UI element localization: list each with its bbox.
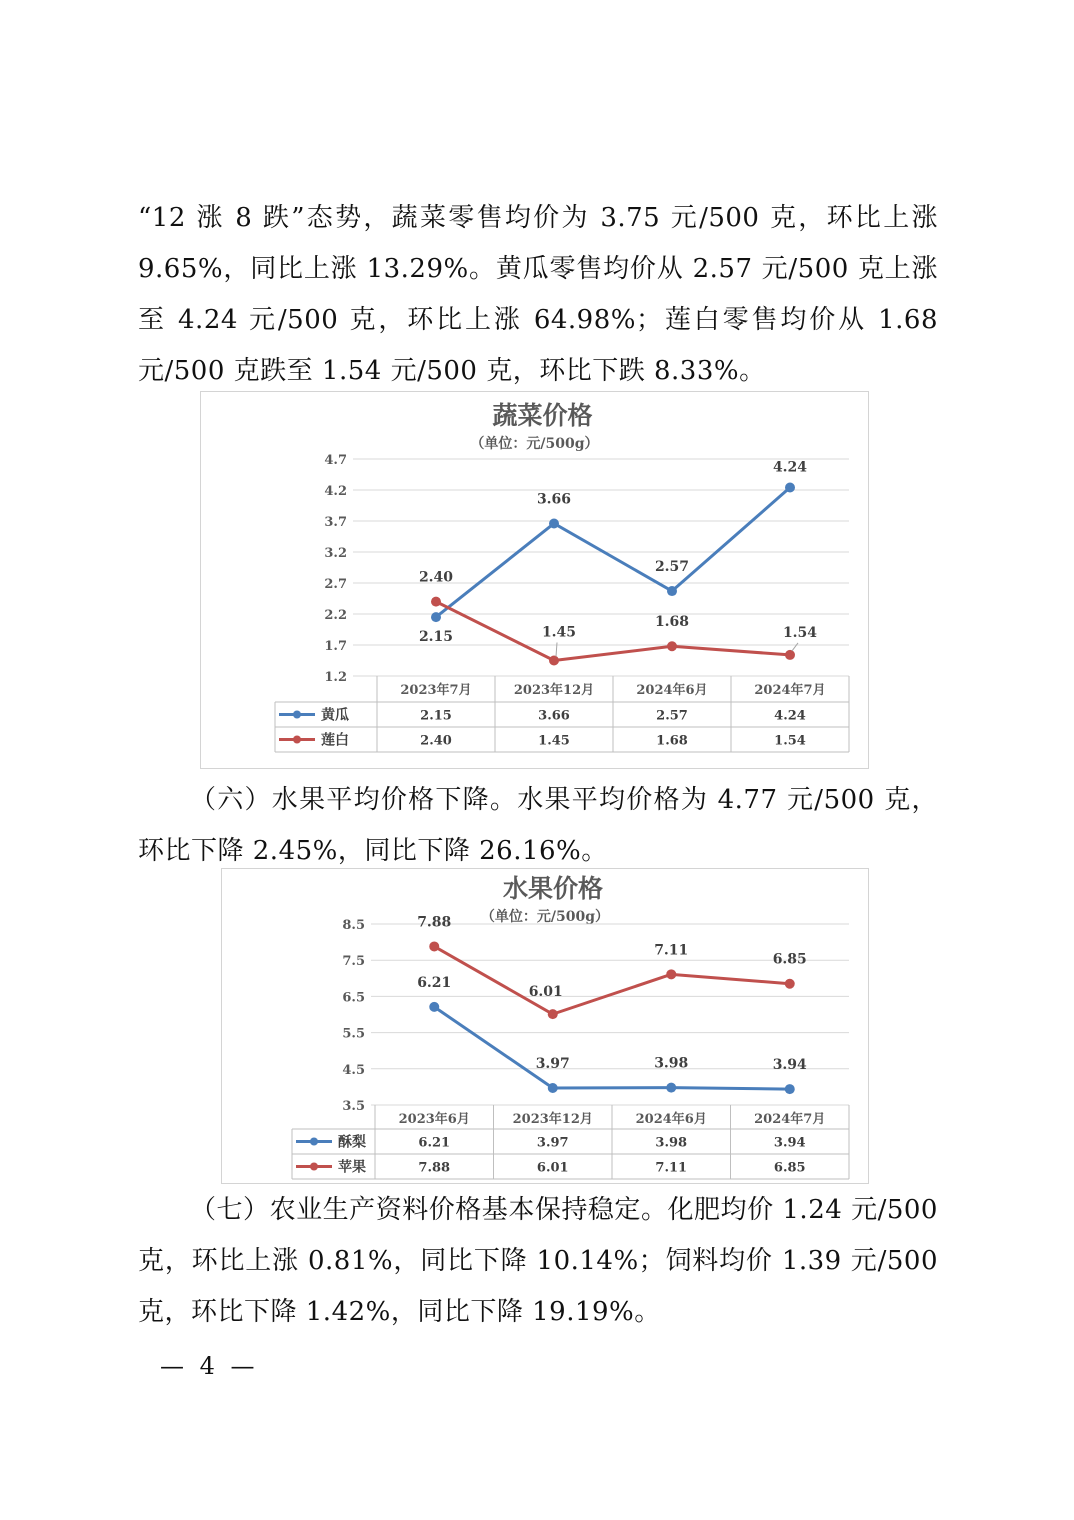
table-cell-value: 1.68	[656, 733, 688, 749]
vegetable-price-chart-svg	[201, 392, 868, 768]
table-cell-value: 3.94	[773, 1135, 806, 1151]
x-category-label: 2023年6月	[398, 1112, 470, 1127]
chart-title: 蔬菜价格	[492, 401, 593, 430]
y-tick-label: 1.2	[324, 670, 347, 685]
legend-marker	[293, 736, 301, 744]
data-point	[666, 969, 676, 979]
data-point	[431, 612, 441, 622]
series-line	[434, 946, 790, 1014]
data-label: 2.15	[418, 629, 454, 646]
table-cell-value: 2.40	[420, 733, 452, 749]
data-point	[549, 656, 559, 666]
y-tick-label: 1.7	[324, 639, 347, 654]
data-point	[785, 650, 795, 660]
table-cell-value: 7.11	[655, 1160, 688, 1176]
table-cell-value: 7.88	[418, 1160, 451, 1176]
agri-body: 化肥均价 1.24 元/500 克，环比上涨 0.81%，同比下降 10.14%；饲料均价 1.39 元/500 克，环比下降 1.42%，同比下降 19.19%。	[138, 1195, 938, 1327]
y-tick-label: 4.5	[342, 1062, 365, 1078]
data-label: 6.21	[417, 974, 452, 991]
vegetable-price-chart	[200, 391, 869, 769]
data-label: 1.54	[782, 624, 818, 641]
fruit-heading: （六）水果平均价格下降。	[190, 785, 518, 815]
agri-heading: （七）农业生产资料价格基本保持稳定。	[190, 1195, 668, 1225]
table-cell-value: 6.01	[536, 1160, 569, 1176]
data-point	[667, 641, 677, 651]
data-label: 3.98	[654, 1055, 689, 1072]
data-label-leader	[792, 643, 798, 651]
series-line	[434, 1007, 790, 1089]
table-cell-value: 3.66	[538, 708, 570, 724]
data-label: 2.57	[654, 559, 690, 576]
paragraph-agri-supplies	[138, 1185, 938, 1338]
chart-subtitle: （单位：元/500g）	[470, 436, 599, 452]
fruit-body: 水果平均价格为 4.77 元/500 克，环比下降 2.45%，同比下降 26.16%。	[138, 785, 938, 866]
data-label: 6.85	[772, 951, 807, 968]
data-label: 6.01	[528, 984, 563, 1001]
data-point	[548, 1083, 558, 1093]
table-cell-value: 2.57	[656, 708, 688, 724]
legend-marker	[310, 1163, 318, 1171]
legend-series-name: 莲白	[321, 732, 349, 749]
y-tick-label: 6.5	[342, 990, 365, 1006]
y-tick-label: 4.2	[324, 484, 347, 499]
legend-series-name: 酥梨	[338, 1134, 366, 1151]
y-tick-label: 3.2	[324, 546, 347, 561]
legend-series-name: 苹果	[338, 1159, 366, 1176]
data-point	[785, 979, 795, 989]
table-cell-value: 3.97	[536, 1135, 569, 1151]
fruit-price-chart-svg	[222, 869, 868, 1183]
data-point	[429, 1002, 439, 1012]
data-point	[549, 518, 559, 528]
x-category-label: 2024年6月	[635, 1112, 707, 1127]
paragraph-vegetable-summary: “12 涨 8 跌”态势，蔬菜零售均价为 3.75 元/500 克，环比上涨 9.65%，同比上涨 13.29%。黄瓜零售均价从 2.57 元/500 克上涨至 4.24 元/500 克，环比上涨 64.98%；莲白零售均价从 1.68 元/500 克跌至 1.54 元/500 克，环比下跌 8.33%。	[138, 203, 938, 386]
data-point	[785, 483, 795, 493]
paragraph-fruit	[138, 775, 938, 877]
table-cell-value: 6.85	[773, 1160, 806, 1176]
chart-subtitle: （单位：元/500g）	[480, 909, 610, 925]
fruit-price-chart	[221, 868, 869, 1184]
data-label: 4.24	[772, 459, 808, 476]
y-tick-label: 7.5	[342, 954, 365, 970]
data-label: 1.45	[541, 624, 577, 641]
x-category-label: 2023年7月	[400, 683, 472, 698]
y-tick-label: 3.5	[342, 1099, 365, 1114]
table-cell-value: 1.54	[774, 733, 806, 749]
data-label: 3.97	[535, 1055, 570, 1072]
legend-series-name: 黄瓜	[321, 707, 349, 724]
x-category-label: 2024年6月	[636, 683, 708, 698]
legend-marker	[293, 711, 301, 719]
x-category-label: 2023年12月	[512, 1112, 593, 1127]
table-cell-value: 6.21	[418, 1135, 451, 1151]
data-point	[431, 597, 441, 607]
table-cell-value: 1.45	[538, 733, 570, 749]
data-point	[785, 1084, 795, 1094]
x-category-label: 2024年7月	[754, 1112, 826, 1127]
data-label: 3.94	[772, 1057, 807, 1074]
y-tick-label: 2.2	[324, 608, 347, 623]
data-point	[667, 586, 677, 596]
table-cell-value: 2.15	[420, 708, 452, 724]
page-number: — 4 —	[160, 1352, 259, 1380]
data-point	[666, 1083, 676, 1093]
y-tick-label: 3.7	[324, 515, 347, 530]
y-tick-label: 4.7	[324, 453, 347, 468]
data-label: 7.88	[417, 914, 452, 931]
legend-marker	[310, 1138, 318, 1146]
y-tick-label: 8.5	[342, 918, 365, 933]
table-cell-value: 3.98	[655, 1135, 688, 1151]
x-category-label: 2024年7月	[754, 683, 826, 698]
y-tick-label: 2.7	[324, 577, 347, 592]
y-tick-label: 5.5	[342, 1026, 365, 1042]
x-category-label: 2023年12月	[513, 683, 595, 698]
chart-title: 水果价格	[502, 874, 604, 903]
series-line	[436, 602, 790, 661]
data-label: 7.11	[654, 942, 689, 959]
data-label: 1.68	[654, 614, 690, 631]
data-label: 3.66	[536, 491, 572, 508]
data-point	[429, 941, 439, 951]
data-point	[548, 1009, 558, 1019]
table-cell-value: 4.24	[774, 708, 806, 724]
data-label: 2.40	[418, 569, 454, 586]
